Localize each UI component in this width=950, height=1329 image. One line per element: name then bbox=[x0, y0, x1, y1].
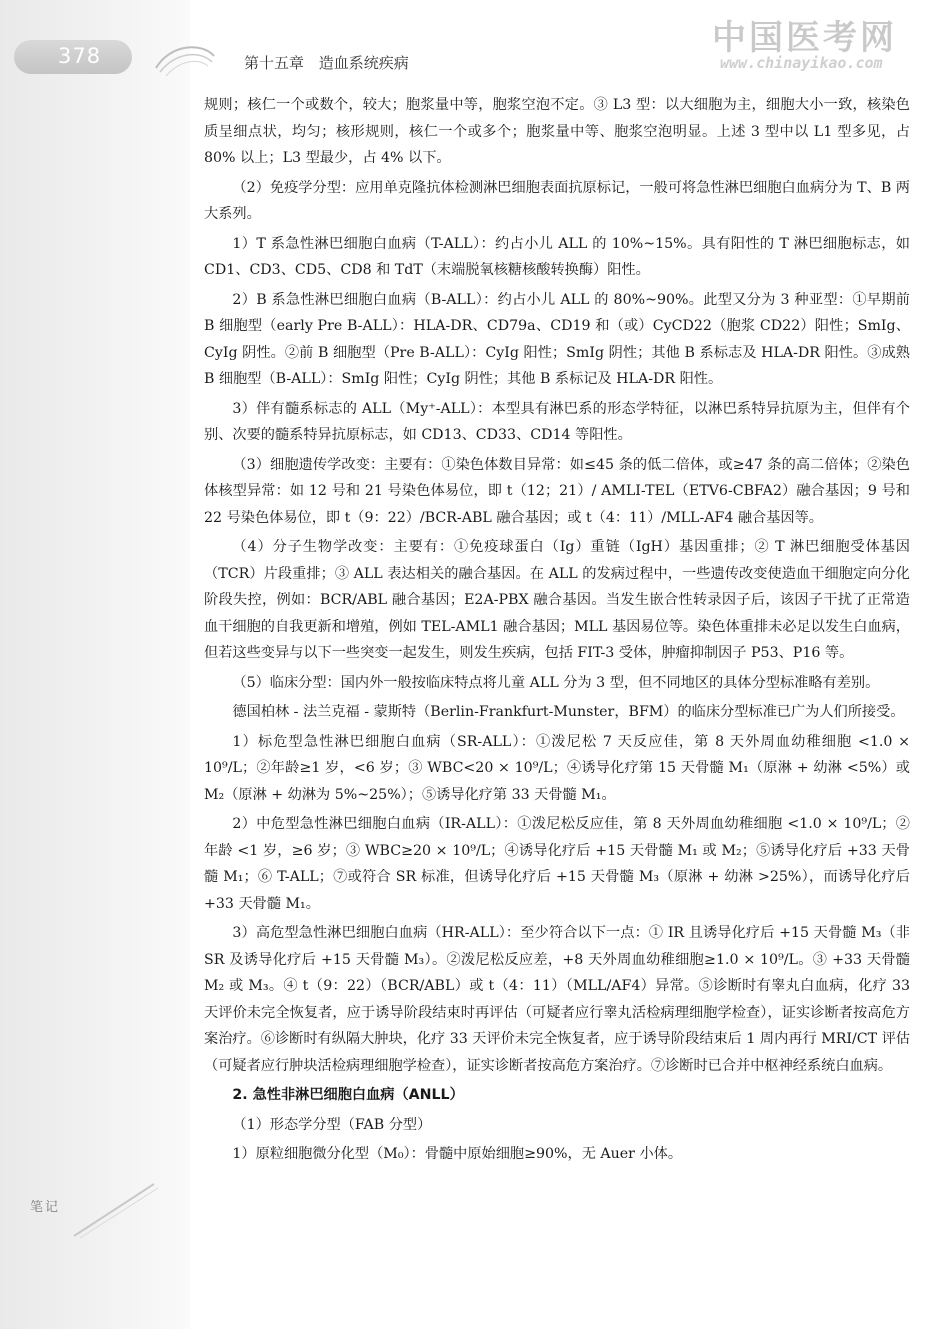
swirl-ornament-icon bbox=[150, 36, 220, 80]
chapter-title: 第十五章 造血系统疾病 bbox=[244, 54, 409, 72]
body-text bbox=[204, 92, 910, 1171]
paragraph: 德国柏林 - 法兰克福 - 蒙斯特（Berlin-Frankfurt-Munster，BFM）的临床分型标准已广为人们所接受。 bbox=[232, 704, 905, 720]
paragraph: （2）免疫学分型：应用单克隆抗体检测淋巴细胞表面抗原标记，一般可将急性淋巴细胞白血病分为 T、B 两大系列。 bbox=[204, 179, 910, 222]
watermark-title: 中国医考网 bbox=[712, 18, 897, 58]
paragraph: 1）标危型急性淋巴细胞白血病（SR-ALL）：①泼尼松 7 天反应佳，第 8 天外周血幼稚细胞 <1.0 × 10⁹/L；②年龄≥1 岁，<6 岁；③ WBC<20 × 10⁹/L；④诱导化疗第 15 天骨髓 M₁（原淋 + 幼淋 <5%）或 M₂（原淋 + 幼淋为 5%~25%）；⑤诱导化疗第 33 天骨髓 M₁。 bbox=[204, 733, 910, 803]
watermark-url: www.chinayikao.com bbox=[720, 54, 883, 72]
margin-sidebar bbox=[0, 0, 190, 1329]
section-heading: 2. 急性非淋巴细胞白血病（ANLL） bbox=[232, 1087, 464, 1103]
paragraph: （3）细胞遗传学改变：主要有：①染色体数目异常：如≤45 条的低二倍体，或≥47 条的高二倍体；②染色体核型异常：如 12 号和 21 号染色体易位，即 t（12；21）/ AMLI-TEL（ETV6-CBFA2）融合基因；9 号和 22 号染色体易位，即 t（9：22）/BCR-ABL 融合基因；或 t（4：11）/MLL-AF4 融合基因等。 bbox=[204, 456, 910, 526]
paragraph: 3）高危型急性淋巴细胞白血病（HR-ALL）：至少符合以下一点：① IR 且诱导化疗后 +15 天骨髓 M₃（非 SR 及诱导化疗后 +15 天骨髓 M₃）。②泼尼松反应差，+8 天外周血幼稚细胞≥1.0 × 10⁹/L。③ +33 天骨髓 M₂ 或 M₃。④ t（9：22）（BCR/ABL）或 t（4：11）（MLL/AF4）异常。⑤诊断时有睾丸白血病，化疗 33 天评价未完全恢复者，应于诱导阶段结束时再评估（可疑者应行睾丸活检病理细胞学检查），证实诊断者按高危方案治疗。⑥诊断时有纵隔大肿块，化疗 33 天评价未完全恢复者，应于诱导阶段结束后 1 周内再行 MRI/CT 评估（可疑者应行肿块活检病理细胞学检查），证实诊断者按高危方案治疗。⑦诊断时已合并中枢神经系统白血病。 bbox=[204, 925, 910, 1074]
pen-sketch-icon bbox=[70, 1180, 160, 1240]
paragraph: 3）伴有髓系标志的 ALL（My⁺-ALL）：本型具有淋巴系的形态学特征，以淋巴系特异抗原为主，但伴有个别、次要的髓系特异抗原标志，如 CD13、CD33、CD14 等阳性。 bbox=[204, 400, 910, 443]
paragraph: 2）中危型急性淋巴细胞白血病（IR-ALL）：①泼尼松反应佳，第 8 天外周血幼稚细胞 <1.0 × 10⁹/L；②年龄 <1 岁，≥6 岁；③ WBC≥20 × 10⁹/L；④诱导化疗后 +15 天骨髓 M₁ 或 M₂；⑤诱导化疗后 +33 天骨髓 M₁；⑥ T-ALL；⑦或符合 SR 标准，但诱导化疗后 +15 天骨髓 M₃（原淋 + 幼淋 >25%），而诱导化疗后 +33 天骨髓 M₁。 bbox=[204, 816, 910, 912]
paragraph: （4）分子生物学改变：主要有：①免疫球蛋白（Ig）重链（IgH）基因重排；② T 淋巴细胞受体基因（TCR）片段重排；③ ALL 表达相关的融合基因。在 ALL 的发病过程中，一些遗传改变使造血干细胞定向分化阶段失控，例如：BCR/ABL 融合基因；E2A-PBX 融合基因。当发生嵌合性转录因子后，该因子干扰了正常造血干细胞的自我更新和增殖，例如 TEL-AML1 融合基因；MLL 基因易位等。染色体重排未必足以发生白血病，但若这些变异与以下一些突变一起发生，则发生疾病，包括 FIT-3 受体，肿瘤抑制因子 P53、P16 等。 bbox=[204, 539, 910, 661]
page-number: 378 bbox=[58, 44, 102, 68]
paragraph: 2）B 系急性淋巴细胞白血病（B-ALL）：约占小儿 ALL 的 80%~90%。此型又分为 3 种亚型：①早期前 B 细胞型（early Pre B-ALL）：HLA-DR、CD79a、CD19 和（或）CyCD22（胞浆 CD22）阳性；SmIg、CyIg 阴性。②前 B 细胞型（Pre B-ALL）：CyIg 阳性；SmIg 阴性；其他 B 系标志及 HLA-DR 阳性。③成熟 B 细胞型（B-ALL）：SmIg 阳性；CyIg 阴性；其他 B 系标记及 HLA-DR 阳性。 bbox=[204, 291, 910, 387]
paragraph: （1）形态学分型（FAB 分型） bbox=[232, 1116, 432, 1133]
paragraph: （5）临床分型：国内外一般按临床特点将儿童 ALL 分为 3 型，但不同地区的具体分型标准略有差别。 bbox=[232, 674, 880, 691]
paragraph: 1）T 系急性淋巴细胞白血病（T-ALL）：约占小儿 ALL 的 10%~15%。具有阳性的 T 淋巴细胞标志，如 CD1、CD3、CD5、CD8 和 TdT（末端脱氧核糖核酸转换酶）阳性。 bbox=[204, 235, 910, 278]
margin-note-label: 笔记 bbox=[30, 1200, 61, 1215]
paragraph: 1）原粒细胞微分化型（M₀）：骨髓中原始细胞≥90%，无 Auer 小体。 bbox=[232, 1146, 683, 1162]
paragraph: 规则；核仁一个或数个，较大；胞浆量中等，胞浆空泡不定。③ L3 型：以大细胞为主，细胞大小一致，核染色质呈细点状，均匀；核形规则，核仁一个或多个；胞浆量中等、胞浆空泡明显。上述 3 型中以 L1 型多见，占 80% 以上；L3 型最少，占 4% 以下。 bbox=[204, 97, 910, 166]
